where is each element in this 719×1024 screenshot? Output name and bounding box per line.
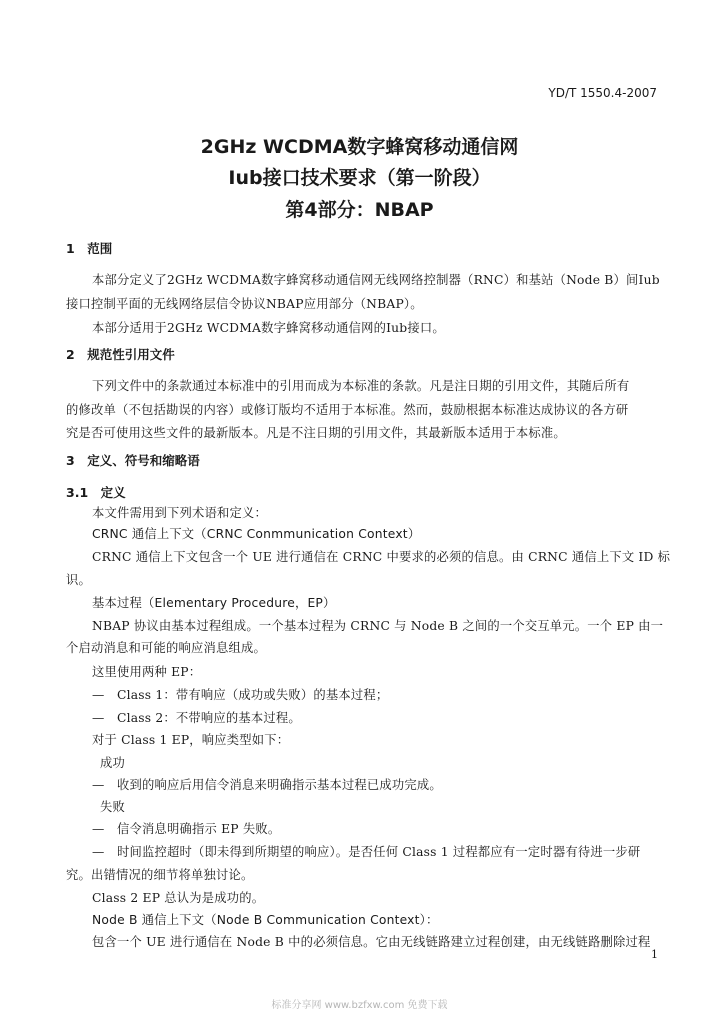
title-line-3: 第4部分：NBAP <box>285 199 434 221</box>
paragraph-line: 的修改单（不包括勘误的内容）或修订版均不适用于本标准。然而，鼓励根据本标准达成协议的各方研 <box>66 403 629 417</box>
section-1-heading: 1 范围 <box>66 241 113 256</box>
paragraph-line: 个启动消息和可能的响应消息组成。 <box>66 641 266 655</box>
paragraph-line: 下列文件中的条款通过本标准中的引用而成为本标准的条款。凡是注日期的引用文件，其随后所有 <box>92 379 630 393</box>
standard-number: YD/T 1550.4-2007 <box>548 86 657 100</box>
paragraph-line: 究。出错情况的细节将单独讨论。 <box>66 868 254 882</box>
term-crnc-context: CRNC 通信上下文（CRNC Conmmunication Context） <box>92 527 421 541</box>
section-2-heading: 2 规范性引用文件 <box>66 347 175 362</box>
list-item: — Class 1：带有响应（成功或失败）的基本过程； <box>92 688 389 702</box>
list-item: — 时间监控超时（即未得到所期望的响应）。是否任何 Class 1 过程都应有一定时器有待进一步研 <box>92 845 641 859</box>
paragraph-line: 本文件需用到下列术语和定义： <box>92 506 267 520</box>
paragraph-line: Class 2 EP 总认为是成功的。 <box>92 891 265 905</box>
paragraph-line: 究是否可使用这些文件的最新版本。凡是不注日期的引用文件，其最新版本适用于本标准。 <box>66 426 566 440</box>
term-elementary-procedure: 基本过程（Elementary Procedure，EP） <box>92 596 336 610</box>
paragraph-line: 成功 <box>100 756 125 770</box>
page-number: 1 <box>651 948 658 961</box>
term-nodeb-context: Node B 通信上下文（Node B Communication Context）： <box>92 913 439 927</box>
list-item: — Class 2：不带响应的基本过程。 <box>92 711 301 725</box>
paragraph-line: 包含一个 UE 进行通信在 Node B 中的必须信息。它由无线链路建立过程创建，由无线链路删除过程 <box>92 935 651 949</box>
section-3-1-heading: 3.1 定义 <box>66 485 126 500</box>
footer-watermark: 标准分享网 www.bzfxw.com 免费下载 <box>271 1000 448 1011</box>
paragraph-line: CRNC 通信上下文包含一个 UE 进行通信在 CRNC 中要求的必须的信息。由 CRNC 通信上下文 ID 标 <box>92 550 671 564</box>
title-line-2: Iub接口技术要求（第一阶段） <box>228 167 491 189</box>
paragraph-line: 这里使用两种 EP： <box>92 665 202 679</box>
paragraph-line: 识。 <box>66 573 91 587</box>
title-line-1: 2GHz WCDMA数字蜂窝移动通信网 <box>200 136 519 158</box>
paragraph-line: NBAP 协议由基本过程组成。一个基本过程为 CRNC 与 Node B 之间的一个交互单元。一个 EP 由一 <box>92 619 664 633</box>
paragraph-line: 对于 Class 1 EP，响应类型如下： <box>92 733 290 747</box>
paragraph-line: 失败 <box>100 800 125 814</box>
paragraph-line: 接口控制平面的无线网络层信令协议NBAP应用部分（NBAP）。 <box>66 297 423 311</box>
list-item: — 收到的响应后用信令消息来明确指示基本过程已成功完成。 <box>92 778 442 792</box>
section-3-heading: 3 定义、符号和缩略语 <box>66 453 200 468</box>
list-item: — 信令消息明确指示 EP 失败。 <box>92 822 281 836</box>
paragraph-line: 本部分定义了2GHz WCDMA数字蜂窝移动通信网无线网络控制器（RNC）和基站（Node B）间Iub <box>92 273 660 287</box>
paragraph-line: 本部分适用于2GHz WCDMA数字蜂窝移动通信网的Iub接口。 <box>92 321 445 335</box>
